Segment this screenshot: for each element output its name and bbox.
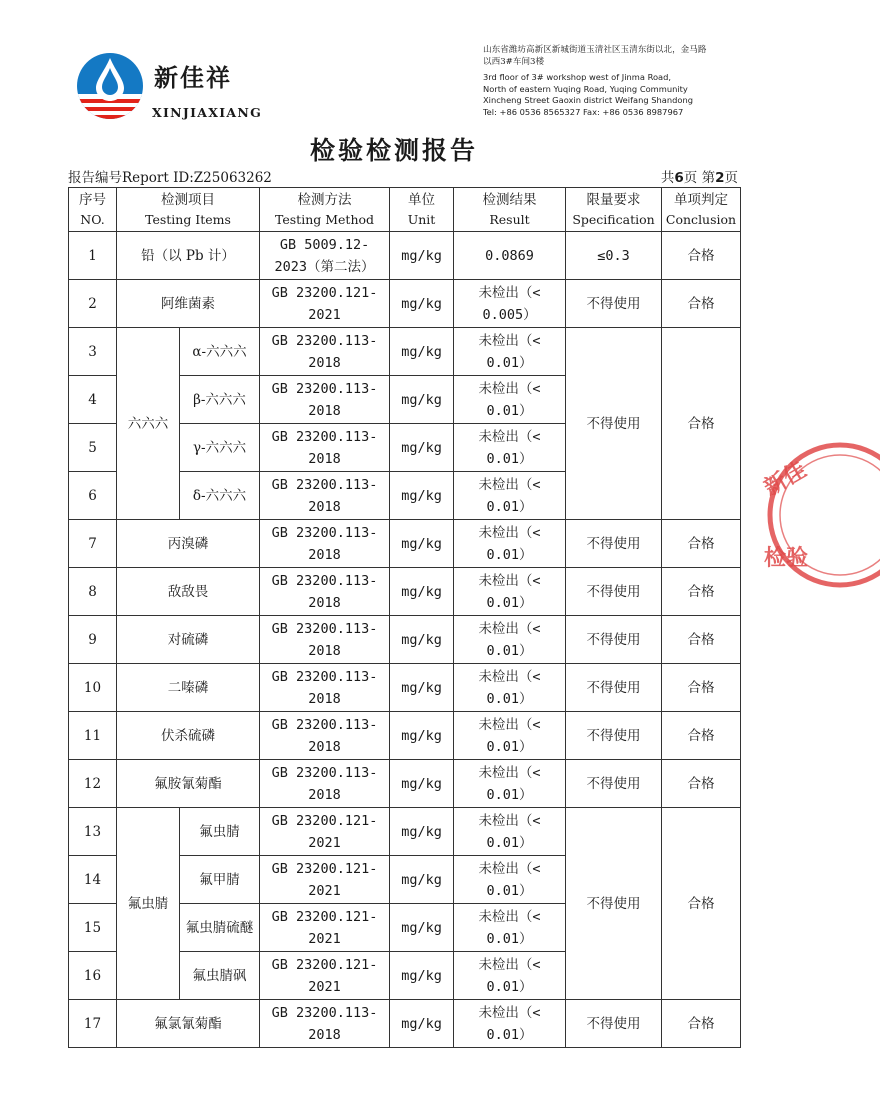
row-method: GB 23200.113- 2018 bbox=[260, 520, 390, 568]
row-no: 9 bbox=[69, 616, 117, 664]
row-result: 未检出（< 0.01） bbox=[454, 760, 566, 808]
row-method: GB 23200.113- 2018 bbox=[260, 424, 390, 472]
row-conclusion: 合格 bbox=[662, 760, 741, 808]
table-row bbox=[69, 760, 741, 808]
row-result: 未检出（< 0.01） bbox=[454, 1000, 566, 1048]
header-item: 检测项目 Testing Items bbox=[117, 188, 260, 232]
row-conclusion: 合格 bbox=[662, 664, 741, 712]
address-en-line1: 3rd floor of 3# workshop west of Jinma Road, bbox=[483, 72, 672, 82]
table-row bbox=[69, 712, 741, 760]
address-en-line3: Xincheng Street Gaoxin district Weifang Shandong bbox=[483, 95, 693, 105]
row-item: 氟甲腈 bbox=[180, 856, 260, 904]
row-conclusion: 合格 bbox=[662, 1000, 741, 1048]
address-en-line2: North of eastern Yuqing Road, Yuqing Community bbox=[483, 83, 688, 94]
row-method: GB 23200.113- 2018 bbox=[260, 472, 390, 520]
row-unit: mg/kg bbox=[390, 568, 454, 616]
row-unit: mg/kg bbox=[390, 424, 454, 472]
row-item: 氟虫腈砜 bbox=[180, 952, 260, 1000]
row-item: 敌敌畏 bbox=[117, 568, 260, 616]
row-conclusion: 合格 bbox=[662, 568, 741, 616]
row-result: 未检出（< 0.01） bbox=[454, 376, 566, 424]
report-title: 检验检测报告 bbox=[309, 136, 478, 165]
row-conclusion: 合格 bbox=[662, 520, 741, 568]
header-method: 检测方法 Testing Method bbox=[260, 188, 390, 232]
row-item: 二嗪磷 bbox=[117, 664, 260, 712]
svg-text:新佳: 新佳 bbox=[760, 457, 811, 502]
row-method: GB 23200.113- 2018 bbox=[260, 328, 390, 376]
row-unit: mg/kg bbox=[390, 856, 454, 904]
row-item: 对硫磷 bbox=[117, 616, 260, 664]
row-item: γ-六六六 bbox=[180, 424, 260, 472]
company-logo bbox=[74, 50, 264, 125]
row-unit: mg/kg bbox=[390, 232, 454, 280]
row-spec: 不得使用 bbox=[566, 808, 662, 1000]
row-no: 12 bbox=[69, 760, 117, 808]
row-result: 未检出（< 0.005） bbox=[454, 280, 566, 328]
header-result: 检测结果 Result bbox=[454, 188, 566, 232]
row-unit: mg/kg bbox=[390, 712, 454, 760]
contact-line: Tel: +86 0536 8565327 Fax: +86 0536 8987967 bbox=[483, 106, 684, 117]
report-id: 报告编号Report ID:Z25063262 bbox=[68, 170, 272, 186]
row-conclusion: 合格 bbox=[662, 232, 741, 280]
row-unit: mg/kg bbox=[390, 520, 454, 568]
row-spec: 不得使用 bbox=[566, 328, 662, 520]
row-conclusion: 合格 bbox=[662, 328, 741, 520]
row-unit: mg/kg bbox=[390, 664, 454, 712]
table-header-row bbox=[69, 188, 741, 232]
row-no: 11 bbox=[69, 712, 117, 760]
row-unit: mg/kg bbox=[390, 1000, 454, 1048]
company-name-en: XINJIAXIANG bbox=[152, 105, 263, 120]
row-no: 16 bbox=[69, 952, 117, 1000]
row-unit: mg/kg bbox=[390, 472, 454, 520]
row-item: 丙溴磷 bbox=[117, 520, 260, 568]
row-spec: 不得使用 bbox=[566, 280, 662, 328]
table-row bbox=[69, 616, 741, 664]
row-item: 氟虫腈硫醚 bbox=[180, 904, 260, 952]
row-unit: mg/kg bbox=[390, 904, 454, 952]
row-result: 未检出（< 0.01） bbox=[454, 328, 566, 376]
row-conclusion: 合格 bbox=[662, 616, 741, 664]
row-no: 5 bbox=[69, 424, 117, 472]
row-item: 氟虫腈 bbox=[180, 808, 260, 856]
row-result: 未检出（< 0.01） bbox=[454, 520, 566, 568]
address-cn-line2: 以西3#车间3楼 bbox=[483, 56, 545, 67]
table-row bbox=[69, 328, 741, 376]
row-method: GB 23200.121- 2021 bbox=[260, 904, 390, 952]
row-method: GB 23200.113- 2018 bbox=[260, 376, 390, 424]
row-result: 未检出（< 0.01） bbox=[454, 952, 566, 1000]
page-info: 共6页 第2页 bbox=[660, 170, 738, 186]
row-no: 17 bbox=[69, 1000, 117, 1048]
row-method: GB 23200.113- 2018 bbox=[260, 1000, 390, 1048]
table-row bbox=[69, 520, 741, 568]
row-no: 4 bbox=[69, 376, 117, 424]
row-spec: 不得使用 bbox=[566, 1000, 662, 1048]
row-item: β-六六六 bbox=[180, 376, 260, 424]
row-spec: 不得使用 bbox=[566, 568, 662, 616]
row-method: GB 23200.121- 2021 bbox=[260, 808, 390, 856]
row-result: 0.0869 bbox=[454, 232, 566, 280]
header-spec: 限量要求 Specification bbox=[566, 188, 662, 232]
row-unit: mg/kg bbox=[390, 760, 454, 808]
row-unit: mg/kg bbox=[390, 280, 454, 328]
row-no: 1 bbox=[69, 232, 117, 280]
row-unit: mg/kg bbox=[390, 376, 454, 424]
row-spec: 不得使用 bbox=[566, 664, 662, 712]
address-cn-line1: 山东省潍坊高新区新城街道玉清社区玉清东街以北，金马路 bbox=[483, 45, 707, 55]
inspection-seal-stamp bbox=[760, 440, 880, 590]
header-unit: 单位 Unit bbox=[390, 188, 454, 232]
row-item: α-六六六 bbox=[180, 328, 260, 376]
row-method: GB 23200.121- 2021 bbox=[260, 952, 390, 1000]
row-item: 铅（以 Pb 计） bbox=[117, 232, 260, 280]
row-result: 未检出（< 0.01） bbox=[454, 904, 566, 952]
row-result: 未检出（< 0.01） bbox=[454, 712, 566, 760]
row-item: 伏杀硫磷 bbox=[117, 712, 260, 760]
table-row bbox=[69, 808, 741, 856]
row-item: 阿维菌素 bbox=[117, 280, 260, 328]
company-address bbox=[483, 45, 773, 118]
row-unit: mg/kg bbox=[390, 808, 454, 856]
row-method: GB 23200.113- 2018 bbox=[260, 568, 390, 616]
row-group: 氟虫腈 bbox=[117, 808, 180, 1000]
row-no: 13 bbox=[69, 808, 117, 856]
table-row bbox=[69, 664, 741, 712]
table-row bbox=[69, 232, 741, 280]
table-row bbox=[69, 568, 741, 616]
row-no: 10 bbox=[69, 664, 117, 712]
row-result: 未检出（< 0.01） bbox=[454, 808, 566, 856]
row-conclusion: 合格 bbox=[662, 808, 741, 1000]
table-row bbox=[69, 280, 741, 328]
company-name-cn: 新佳祥 bbox=[154, 64, 232, 92]
row-item: 氟氯氰菊酯 bbox=[117, 1000, 260, 1048]
row-method: GB 23200.113- 2018 bbox=[260, 712, 390, 760]
row-conclusion: 合格 bbox=[662, 712, 741, 760]
row-no: 6 bbox=[69, 472, 117, 520]
row-method: GB 23200.121- 2021 bbox=[260, 856, 390, 904]
row-item: δ-六六六 bbox=[180, 472, 260, 520]
row-item: 氟胺氰菊酯 bbox=[117, 760, 260, 808]
svg-text:检验: 检验 bbox=[764, 546, 809, 571]
row-spec: 不得使用 bbox=[566, 760, 662, 808]
row-spec: 不得使用 bbox=[566, 616, 662, 664]
row-no: 2 bbox=[69, 280, 117, 328]
row-spec: ≤0.3 bbox=[566, 232, 662, 280]
row-no: 3 bbox=[69, 328, 117, 376]
row-method: GB 23200.113- 2018 bbox=[260, 664, 390, 712]
row-result: 未检出（< 0.01） bbox=[454, 664, 566, 712]
row-method: GB 23200.113- 2018 bbox=[260, 760, 390, 808]
header-no: 序号 NO. bbox=[69, 188, 117, 232]
row-method: GB 23200.121- 2021 bbox=[260, 280, 390, 328]
logo-droplet-icon bbox=[74, 50, 152, 125]
row-method: GB 5009.12- 2023（第二法） bbox=[260, 232, 390, 280]
row-result: 未检出（< 0.01） bbox=[454, 424, 566, 472]
row-unit: mg/kg bbox=[390, 616, 454, 664]
header-conclusion: 单项判定 Conclusion bbox=[662, 188, 741, 232]
results-table bbox=[68, 187, 741, 1048]
row-no: 8 bbox=[69, 568, 117, 616]
row-result: 未检出（< 0.01） bbox=[454, 568, 566, 616]
row-result: 未检出（< 0.01） bbox=[454, 856, 566, 904]
row-spec: 不得使用 bbox=[566, 712, 662, 760]
row-spec: 不得使用 bbox=[566, 520, 662, 568]
row-unit: mg/kg bbox=[390, 328, 454, 376]
row-no: 14 bbox=[69, 856, 117, 904]
row-result: 未检出（< 0.01） bbox=[454, 472, 566, 520]
row-method: GB 23200.113- 2018 bbox=[260, 616, 390, 664]
row-conclusion: 合格 bbox=[662, 280, 741, 328]
row-no: 15 bbox=[69, 904, 117, 952]
row-group: 六六六 bbox=[117, 328, 180, 520]
row-no: 7 bbox=[69, 520, 117, 568]
table-row bbox=[69, 1000, 741, 1048]
row-unit: mg/kg bbox=[390, 952, 454, 1000]
row-result: 未检出（< 0.01） bbox=[454, 616, 566, 664]
